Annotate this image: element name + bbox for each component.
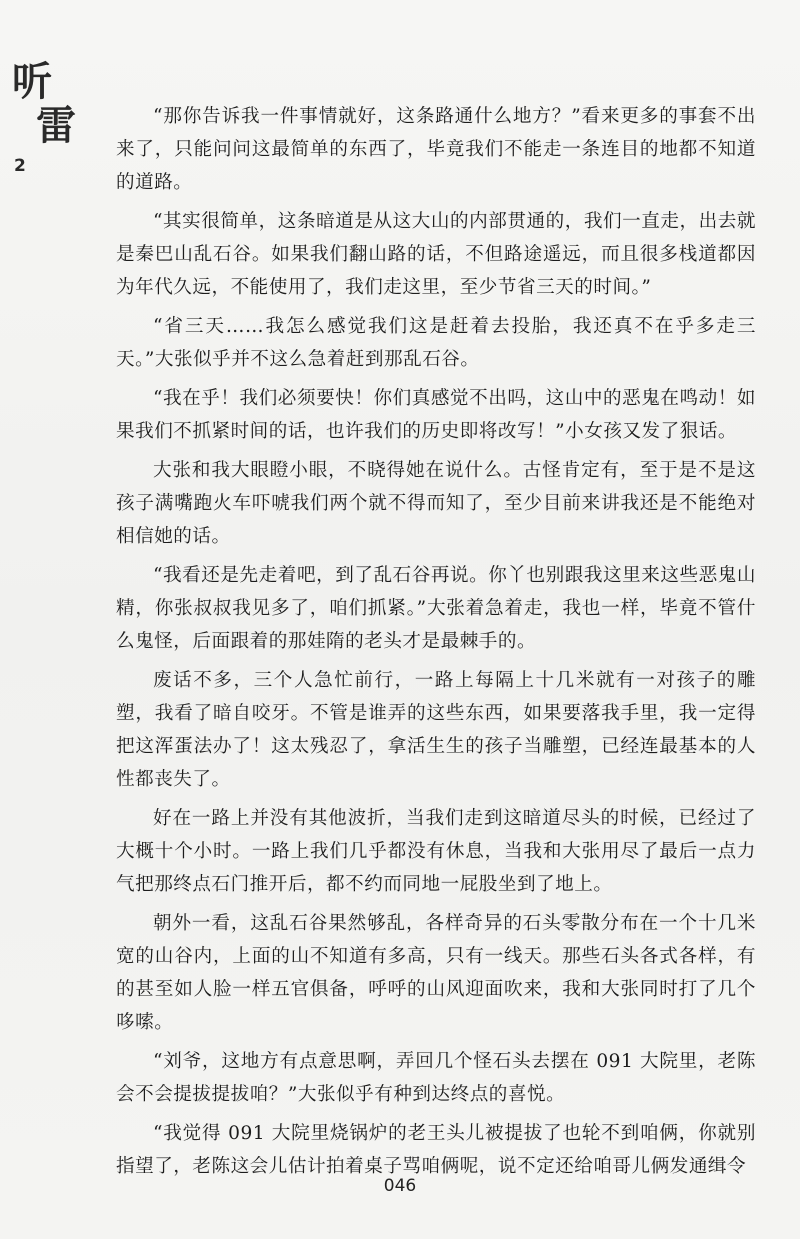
paragraph: “我觉得 091 大院里烧锅炉的老王头儿被提拔了也轮不到咱俩，你就别指望了，老陈这会儿估计拍着桌子骂咱俩呢，说不定还给咱哥儿俩发通缉令 xyxy=(116,1123,756,1177)
paragraph: “我看还是先走着吧，到了乱石谷再说。你丫也别跟我这里来这些恶鬼山精，你张叔叔我见多了，咱们抓紧。”大张着急着走，我也一样，毕竟不管什么鬼怪，后面跟着的那娃隋的老头才是最棘手的。 xyxy=(116,565,756,652)
book-title-char-1: 听 xyxy=(12,58,52,105)
paragraph: “我在乎！我们必须要快！你们真感觉不出吗，这山中的恶鬼在鸣动！如果我们不抓紧时间的话，也许我们的历史即将改写！”小女孩又发了狠话。 xyxy=(116,388,756,442)
paragraph: 废话不多，三个人急忙前行，一路上每隔上十几米就有一对孩子的雕塑，我看了暗自咬牙。不管是谁弄的这些东西，如果要落我手里，我一定得把这浑蛋法办了！这太残忍了，拿活生生的孩子当雕塑，已经连最基本的人性都丧失了。 xyxy=(116,670,756,790)
body-text xyxy=(116,100,756,1189)
paragraph: “那你告诉我一件事情就好，这条路通什么地方？”看来更多的事套不出来了，只能问问这最简单的东西了，毕竟我们不能走一条连目的地都不知道的道路。 xyxy=(116,106,756,193)
paragraph: 朝外一看，这乱石谷果然够乱，各样奇异的石头零散分布在一个十几米宽的山谷内，上面的山不知道有多高，只有一线天。那些石头各式各样，有的甚至如人脸一样五官俱备，呼呼的山风迎面吹来，我和大张同时打了几个哆嗦。 xyxy=(116,913,756,1033)
paragraph: “刘爷，这地方有点意思啊，弄回几个怪石头去摆在 091 大院里，老陈会不会提拔提拔咱？”大张似乎有种到达终点的喜悦。 xyxy=(116,1051,756,1105)
book-title-vertical xyxy=(12,60,82,176)
book-title-char-2: 雷 xyxy=(36,102,76,149)
paragraph: 大张和我大眼瞪小眼，不晓得她在说什么。古怪肯定有，至于是不是这孩子满嘴跑火车吓唬我们两个就不得而知了，至少目前来讲我还是不能绝对相信她的话。 xyxy=(116,460,756,547)
paragraph: “其实很简单，这条暗道是从这大山的内部贯通的，我们一直走，出去就是秦巴山乱石谷。如果我们翻山路的话，不但路途遥远，而且很多栈道都因为年代久远，不能使用了，我们走这里，至少节省三天的时间。” xyxy=(116,211,756,298)
page-number: 046 xyxy=(383,1176,417,1196)
paragraph: 好在一路上并没有其他波折，当我们走到这暗道尽头的时候，已经过了大概十个小时。一路上我们几乎都没有休息，当我和大张用尽了最后一点力气把那终点石门推开后，都不约而同地一屁股坐到了地上。 xyxy=(116,808,756,895)
volume-number: 2 xyxy=(14,156,26,176)
paragraph: “省三天……我怎么感觉我们这是赶着去投胎，我还真不在乎多走三天。”大张似乎并不这么急着赶到那乱石谷。 xyxy=(116,316,756,370)
